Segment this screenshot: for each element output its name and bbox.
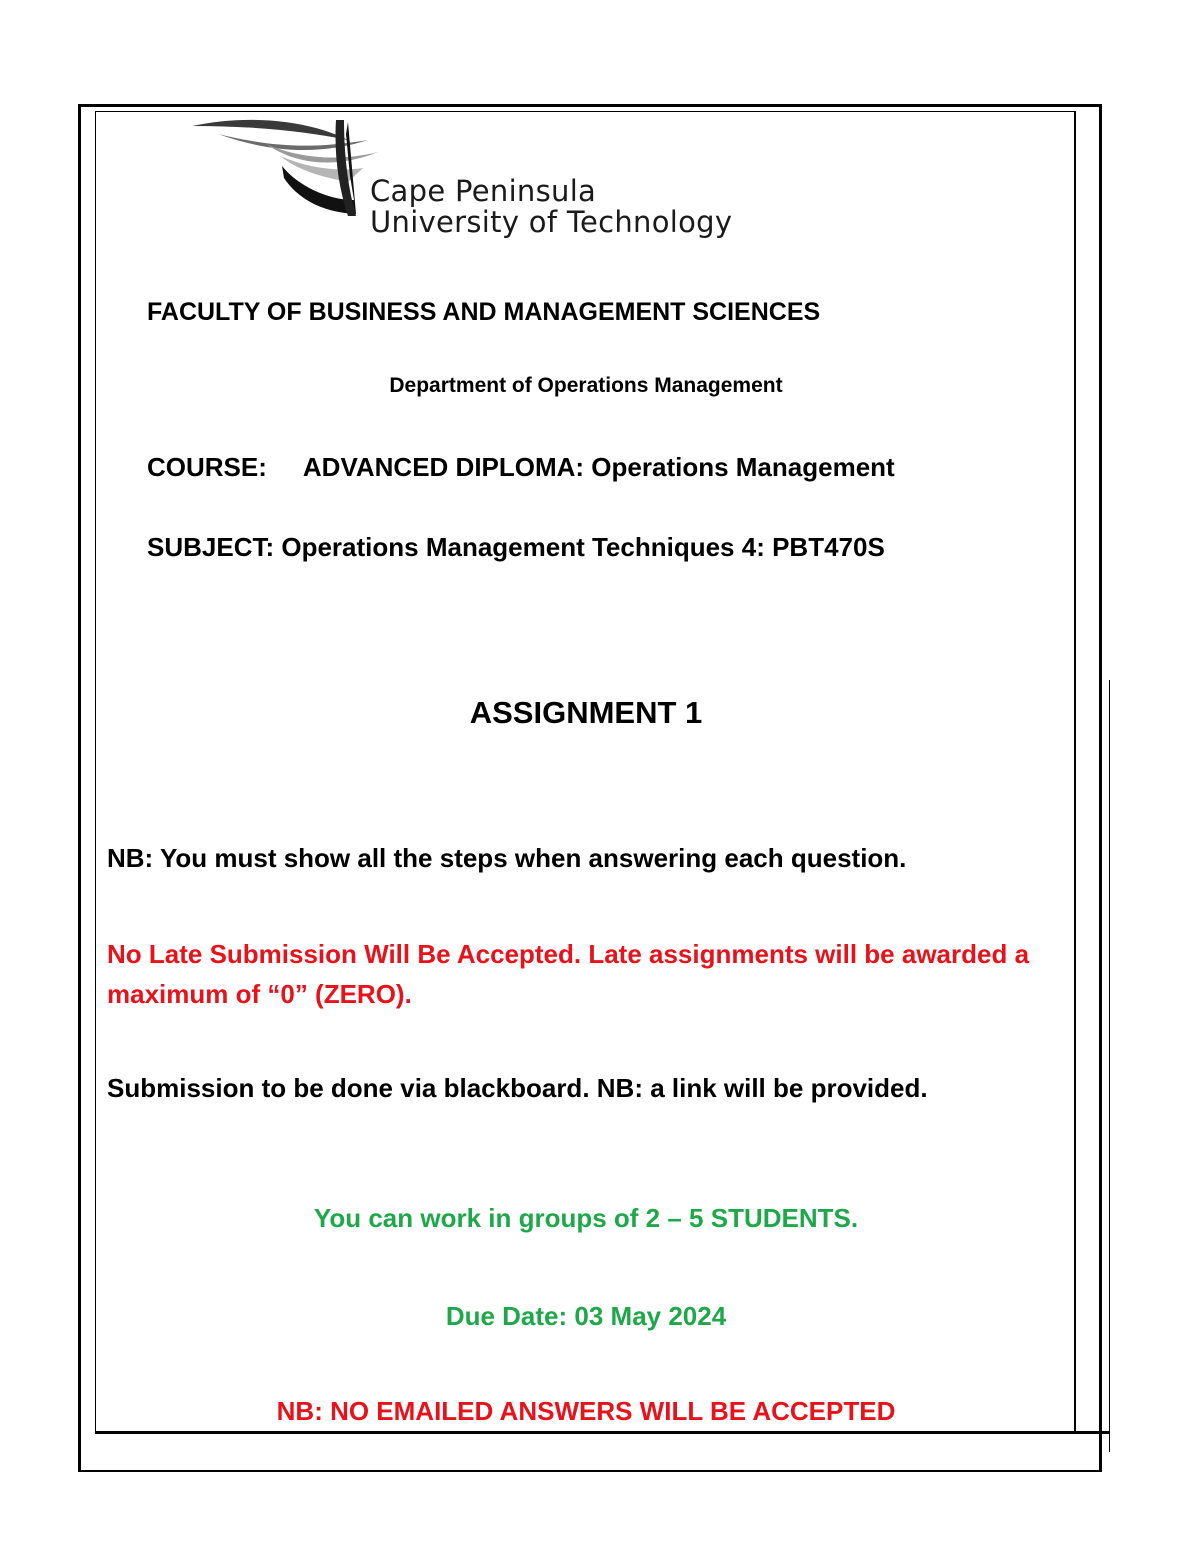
no-email-note: NB: NO EMAILED ANSWERS WILL BE ACCEPTED [276, 1396, 896, 1426]
frame-outer-top [78, 104, 1102, 107]
course-label: COURSE: [147, 452, 267, 482]
late-submission-note: No Late Submission Will Be Accepted. Late assignments will be awarded a maximum of “0” (ZERO). [107, 939, 1030, 1009]
subject-line: SUBJECT: Operations Management Techniques 4: PBT470S [147, 532, 885, 562]
course-value: ADVANCED DIPLOMA: Operations Management [302, 452, 895, 482]
logo-line-2: University of Technology [370, 205, 733, 239]
course-line [147, 452, 895, 483]
submission-note: Submission to be done via blackboard. NB: a link will be provided. [107, 1073, 928, 1103]
frame-outer-right [1099, 104, 1102, 1472]
department-heading: Department of Operations Management [389, 374, 783, 397]
frame-inner-top [95, 111, 1076, 112]
faculty-heading: FACULTY OF BUSINESS AND MANAGEMENT SCIENCES [147, 298, 821, 326]
frame-outer-left [78, 104, 81, 1472]
frame-inner-right [1074, 111, 1076, 1433]
frame-inner-left [95, 111, 96, 1433]
assignment-title: ASSIGNMENT 1 [469, 695, 703, 730]
frame-outer-bottom [78, 1470, 1102, 1472]
frame-side-line [1109, 680, 1110, 1452]
logo-wordmark [370, 176, 732, 238]
logo-line-1: Cape Peninsula [370, 174, 597, 208]
steps-note: NB: You must show all the steps when answering each question. [107, 843, 907, 873]
frame-inner-bottom [95, 1431, 1110, 1434]
groups-note: You can work in groups of 2 – 5 STUDENTS. [313, 1203, 859, 1233]
due-date: Due Date: 03 May 2024 [445, 1301, 727, 1331]
